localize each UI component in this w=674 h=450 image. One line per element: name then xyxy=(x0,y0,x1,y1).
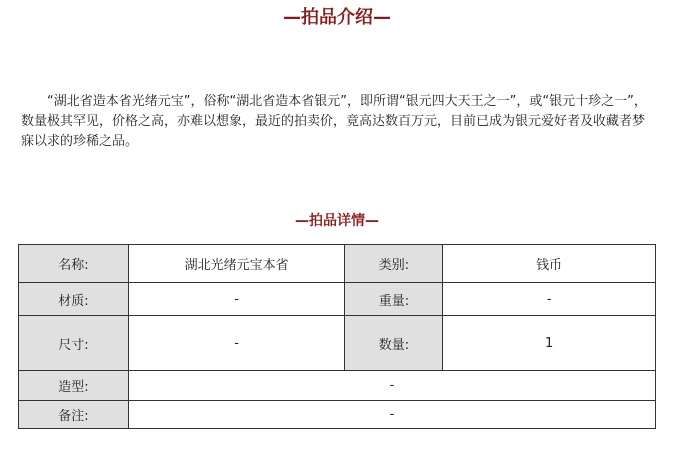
name-label: 名称: xyxy=(19,245,129,283)
details-section-title: —拍品详情— xyxy=(295,213,379,229)
table-row xyxy=(19,401,656,429)
name-value: 湖北光绪元宝本省 xyxy=(128,245,345,283)
category-label: 类别: xyxy=(345,245,443,283)
quantity-value: 1 xyxy=(443,316,656,371)
size-label: 尺寸: xyxy=(19,316,129,371)
table-row xyxy=(19,245,656,283)
weight-label: 重量: xyxy=(345,283,443,316)
table-row xyxy=(19,283,656,316)
table-row xyxy=(19,371,656,401)
shape-value: - xyxy=(128,371,655,401)
remarks-value: - xyxy=(128,401,655,429)
weight-value: - xyxy=(443,283,656,316)
remarks-label: 备注: xyxy=(19,401,129,429)
material-label: 材质: xyxy=(19,283,129,316)
intro-paragraph: “湖北省造本省光绪元宝”，俗称“湖北省造本省银元”，即所谓“银元四大天王之一”，或“银元十珍之一”，数量极其罕见，价格之高，亦难以想象，最近的拍卖价，竟高达数百万元，目前已成为银元爱好者及收藏者梦寐以求的珍稀之品。 xyxy=(21,94,647,149)
intro-section-title: —拍品介绍— xyxy=(283,7,391,28)
quantity-label: 数量: xyxy=(345,316,443,371)
table-row xyxy=(19,316,656,371)
details-table xyxy=(18,244,656,429)
size-value: - xyxy=(128,316,345,371)
category-value: 钱币 xyxy=(443,245,656,283)
shape-label: 造型: xyxy=(19,371,129,401)
material-value: - xyxy=(128,283,345,316)
